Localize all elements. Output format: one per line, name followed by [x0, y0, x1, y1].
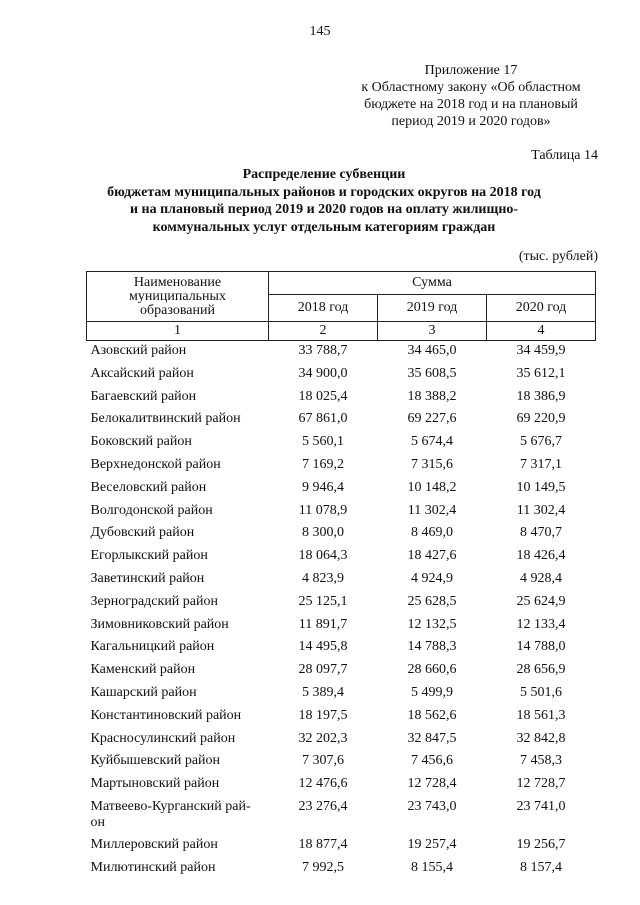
value-2019-cell: 11 302,4	[407, 502, 457, 518]
value-2019-cell: 35 608,5	[407, 365, 457, 381]
value-2020-cell: 10 149,5	[516, 479, 566, 495]
value-2018-cell: 8 300,0	[302, 525, 344, 541]
district-name-cell: Боковский район	[90, 434, 192, 450]
district-name-cell: Кагальницкий район	[90, 639, 215, 655]
units-label: (тыс. рублей)	[518, 249, 598, 264]
value-2019-cell: 18 562,6	[407, 707, 457, 723]
value-2019-cell: 28 660,6	[407, 662, 457, 678]
table-row	[87, 751, 596, 774]
value-2020-cell: 35 612,1	[516, 365, 566, 381]
header-year: 2018 год	[269, 295, 378, 322]
table-row	[87, 341, 596, 364]
column-number: 2	[269, 322, 378, 341]
value-2018-cell: 32 202,3	[298, 730, 348, 746]
value-2018-cell: 23 276,4	[298, 798, 348, 814]
value-2018-cell: 7 992,5	[302, 859, 344, 875]
value-2019-cell: 19 257,4	[407, 836, 457, 852]
value-2020-cell: 18 561,3	[516, 707, 566, 723]
district-name-cell: Матвеево-Курганский рай- он	[90, 798, 251, 830]
value-2018-cell: 7 307,6	[302, 753, 344, 769]
document-title	[60, 166, 588, 236]
value-2019-cell: 12 132,5	[407, 616, 457, 632]
value-2020-cell: 5 676,7	[520, 434, 562, 450]
table-row	[87, 546, 596, 569]
table-row	[87, 569, 596, 592]
value-2019-cell: 32 847,5	[407, 730, 457, 746]
header-sum: Сумма	[269, 272, 596, 295]
header-name-line: образований	[140, 302, 215, 318]
table-row	[87, 706, 596, 729]
table-row	[87, 729, 596, 752]
title-line: Распределение субвенции	[242, 167, 406, 182]
value-2020-cell: 14 788,0	[516, 639, 566, 655]
value-2018-cell: 18 025,4	[298, 388, 348, 404]
value-2019-cell: 69 227,6	[407, 411, 457, 427]
value-2020-cell: 32 842,8	[516, 730, 566, 746]
value-2020-cell: 28 656,9	[516, 662, 566, 678]
value-2018-cell: 11 891,7	[298, 616, 348, 632]
value-2019-cell: 8 469,0	[411, 525, 453, 541]
value-2020-cell: 19 256,7	[516, 836, 566, 852]
value-2018-cell: 34 900,0	[298, 365, 348, 381]
value-2018-cell: 33 788,7	[298, 343, 348, 358]
table-body	[87, 341, 596, 881]
value-2018-cell: 25 125,1	[298, 593, 348, 609]
value-2020-cell: 11 302,4	[516, 502, 566, 518]
district-name-cell: Красносулинский район	[90, 730, 236, 746]
value-2019-cell: 7 315,6	[411, 456, 453, 472]
value-2019-cell: 14 788,3	[407, 639, 457, 655]
page-number: 145	[309, 24, 331, 39]
district-name-cell: Мартыновский район	[90, 776, 220, 792]
table-row	[87, 615, 596, 638]
column-number: 1	[87, 322, 269, 341]
district-name-cell: Азовский район	[90, 343, 187, 358]
value-2019-cell: 8 155,4	[411, 859, 453, 875]
value-2018-cell: 11 078,9	[298, 502, 348, 518]
value-2018-cell: 28 097,7	[298, 662, 348, 678]
value-2018-cell: 14 495,8	[298, 639, 348, 655]
table-row	[87, 637, 596, 660]
value-2018-cell: 7 169,2	[302, 456, 344, 472]
value-2018-cell: 12 476,6	[298, 776, 348, 792]
value-2020-cell: 4 928,4	[520, 570, 562, 586]
title-line: бюджетам муниципальных районов и городских округов на 2018 год	[107, 184, 541, 200]
district-name-cell: Белокалитвинский район	[90, 411, 241, 427]
value-2020-cell: 12 133,4	[516, 616, 566, 632]
value-2018-cell: 67 861,0	[298, 411, 348, 427]
value-2020-cell: 25 624,9	[516, 593, 566, 609]
district-name-cell: Куйбышевский район	[90, 753, 221, 769]
value-2019-cell: 18 388,2	[407, 388, 457, 404]
value-2019-cell: 5 674,4	[411, 434, 453, 450]
value-2019-cell: 7 456,6	[411, 753, 453, 769]
appendix-line: Приложение 17	[424, 63, 518, 78]
table-row	[87, 797, 596, 835]
value-2020-cell: 69 220,9	[516, 411, 566, 427]
title-line: коммунальных услуг отдельным категориям граждан	[152, 219, 496, 235]
district-name-cell: Дубовский район	[90, 525, 195, 541]
district-name-cell: Миллеровский район	[90, 836, 218, 852]
value-2020-cell: 8 470,7	[520, 525, 562, 541]
value-2018-cell: 5 560,1	[302, 434, 344, 450]
table-row	[87, 478, 596, 501]
value-2019-cell: 18 427,6	[407, 548, 457, 564]
value-2019-cell: 4 924,9	[411, 570, 453, 586]
table-row	[87, 364, 596, 387]
value-2018-cell: 18 064,3	[298, 548, 348, 564]
table-row	[87, 432, 596, 455]
column-number: 3	[378, 322, 487, 341]
value-2020-cell: 12 728,7	[516, 776, 566, 792]
table-number: Таблица 14	[531, 148, 598, 163]
table-row	[87, 409, 596, 432]
header-year: 2020 год	[487, 295, 596, 322]
district-name-cell: Константиновский район	[90, 707, 242, 723]
value-2019-cell: 5 499,9	[411, 684, 453, 700]
title-line: и на плановый период 2019 и 2020 годов на оплату жилищно-	[129, 202, 519, 217]
district-name-cell: Кашарский район	[90, 684, 197, 700]
value-2020-cell: 18 426,4	[516, 548, 566, 564]
table-row	[87, 501, 596, 524]
table-row	[87, 660, 596, 683]
subvention-table	[86, 271, 596, 881]
appendix-line: к Областному закону «Об областном	[361, 80, 581, 95]
district-name-cell: Багаевский район	[90, 388, 197, 404]
table-row	[87, 835, 596, 858]
table-row	[87, 774, 596, 797]
district-name-cell: Веселовский район	[90, 479, 207, 495]
header-year: 2019 год	[378, 295, 487, 322]
value-2020-cell: 23 741,0	[516, 798, 566, 814]
district-name-cell: Заветинский район	[90, 570, 205, 586]
value-2018-cell: 9 946,4	[302, 479, 344, 495]
value-2020-cell: 34 459,9	[516, 343, 566, 358]
value-2020-cell: 7 317,1	[520, 456, 562, 472]
value-2019-cell: 23 743,0	[407, 798, 457, 814]
district-name-cell: Зерноградский район	[90, 593, 218, 609]
value-2020-cell: 18 386,9	[516, 388, 566, 404]
header-name	[87, 272, 269, 322]
value-2020-cell: 8 157,4	[520, 859, 562, 875]
table-row	[87, 858, 596, 881]
value-2019-cell: 10 148,2	[407, 479, 457, 495]
district-name-cell: Егорлыкский район	[90, 548, 208, 564]
value-2018-cell: 18 197,5	[298, 707, 348, 723]
header-name-line: муниципальных	[129, 288, 226, 304]
district-name-cell: Милютинский район	[90, 859, 216, 875]
appendix-note	[340, 62, 602, 130]
value-2020-cell: 5 501,6	[520, 684, 562, 700]
table-row	[87, 455, 596, 478]
table-row	[87, 683, 596, 706]
table-row	[87, 523, 596, 546]
value-2019-cell: 12 728,4	[407, 776, 457, 792]
value-2018-cell: 5 389,4	[302, 684, 344, 700]
appendix-line: период 2019 и 2020 годов»	[391, 114, 551, 129]
value-2020-cell: 7 458,3	[520, 753, 562, 769]
value-2019-cell: 25 628,5	[407, 593, 457, 609]
header-name-line: Наименование	[133, 274, 222, 290]
district-name-cell: Зимовниковский район	[90, 616, 229, 632]
value-2018-cell: 18 877,4	[298, 836, 348, 852]
district-name-cell: Каменский район	[90, 662, 196, 678]
table-row	[87, 592, 596, 615]
district-name-cell: Верхнедонской район	[90, 456, 221, 472]
table-row	[87, 387, 596, 410]
value-2018-cell: 4 823,9	[302, 570, 344, 586]
value-2019-cell: 34 465,0	[407, 343, 457, 358]
column-number: 4	[487, 322, 596, 341]
district-name-cell: Волгодонской район	[90, 502, 213, 518]
district-name-cell: Аксайский район	[90, 365, 194, 381]
appendix-line: бюджете на 2018 год и на плановый	[364, 97, 578, 112]
